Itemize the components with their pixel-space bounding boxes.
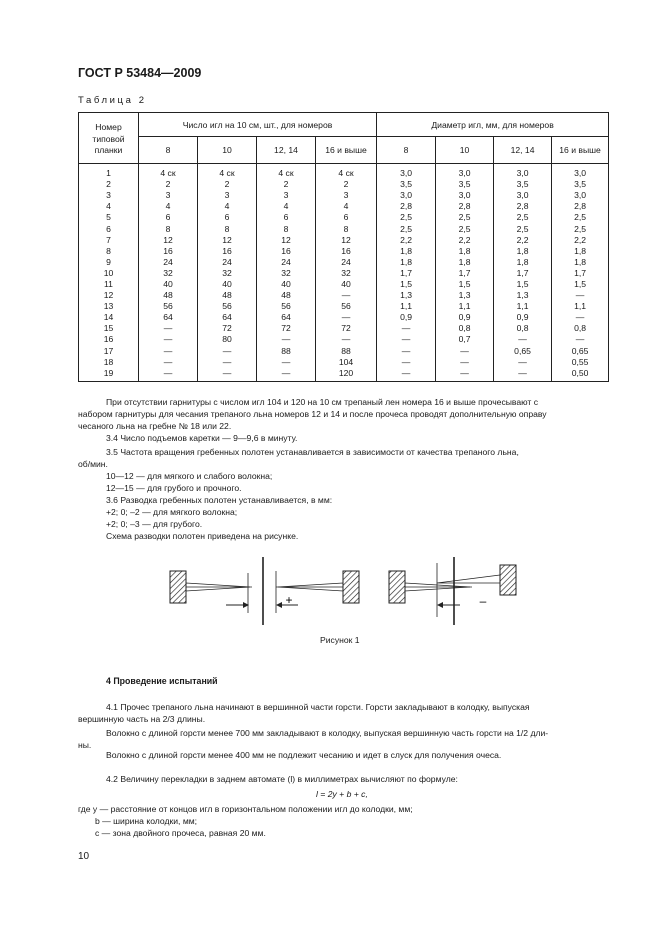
- table-cell: 2,2: [494, 235, 552, 246]
- paragraph-line: 3.5 Частота вращения гребенных полотен устанавливается в зависимости от качества трепаного льна,: [106, 447, 519, 457]
- spacing-coarse: +2; 0; –3 — для грубого.: [106, 519, 203, 529]
- table-cell: 48: [198, 290, 257, 301]
- table-cell: 3,0: [436, 164, 494, 180]
- table-cell: 1,8: [552, 246, 609, 257]
- minus-sign: –: [479, 594, 487, 608]
- table-cell: 4: [79, 201, 139, 212]
- table-cell: 1,5: [377, 279, 436, 290]
- sub-header-cell: 12, 14: [494, 137, 552, 164]
- table-row: [79, 223, 609, 234]
- table-cell: —: [494, 368, 552, 382]
- table-row: [79, 368, 609, 382]
- table-cell: 120: [316, 368, 377, 382]
- paragraph-400mm: Волокно с длиной горсти менее 400 мм не подлежит чесанию и идет в слуск для получения очеса.: [106, 750, 502, 760]
- table-cell: 32: [139, 268, 198, 279]
- table-cell: 40: [198, 279, 257, 290]
- table-cell: 2,8: [494, 201, 552, 212]
- table-cell: 2,5: [436, 212, 494, 223]
- table-cell: 13: [79, 301, 139, 312]
- table-cell: 64: [198, 312, 257, 323]
- figure-1: [160, 553, 530, 638]
- table-cell: 24: [257, 257, 316, 268]
- speed-soft: 10—12 — для мягкого и слабого волокна;: [106, 471, 273, 481]
- clause-3-6: 3.6 Разводка гребенных полотен устанавливается, в мм:: [106, 495, 333, 505]
- table-cell: 0,65: [552, 346, 609, 357]
- paragraph-line: вершинную часть на 2/3 длины.: [78, 714, 206, 724]
- clause-4-2: 4.2 Величину перекладки в заднем автомате (l) в миллиметрах вычисляют по формуле:: [106, 774, 458, 784]
- sub-header-cell: 16 и выше: [316, 137, 377, 164]
- table-cell: 4 ск: [139, 164, 198, 180]
- table-cell: —: [316, 334, 377, 345]
- table-cell: 16: [139, 246, 198, 257]
- table-cell: 6: [139, 212, 198, 223]
- table-cell: 1,1: [436, 301, 494, 312]
- table-cell: —: [198, 346, 257, 357]
- table-cell: 0,9: [436, 312, 494, 323]
- table-cell: 2,5: [552, 223, 609, 234]
- table-cell: —: [198, 368, 257, 382]
- table-cell: —: [494, 357, 552, 368]
- sub-header-cell: 8: [377, 137, 436, 164]
- table-cell: 6: [79, 223, 139, 234]
- table-cell: 3,0: [552, 164, 609, 180]
- table-row: [79, 290, 609, 301]
- table-cell: 72: [257, 323, 316, 334]
- table-cell: —: [198, 357, 257, 368]
- table-cell: 80: [198, 334, 257, 345]
- table-cell: 5: [79, 212, 139, 223]
- table-cell: 6: [198, 212, 257, 223]
- table-cell: 3,5: [552, 179, 609, 190]
- table-cell: 1,7: [552, 268, 609, 279]
- comb-block-right-1: [389, 571, 405, 603]
- table-cell: 40: [257, 279, 316, 290]
- table-cell: —: [552, 290, 609, 301]
- table-cell: 0,7: [436, 334, 494, 345]
- table-cell: 4: [198, 201, 257, 212]
- table-cell: —: [257, 368, 316, 382]
- table-row: [79, 346, 609, 357]
- table-cell: 40: [139, 279, 198, 290]
- table-cell: 1,8: [494, 257, 552, 268]
- table-cell: 0,8: [552, 323, 609, 334]
- table-cell: 3: [198, 190, 257, 201]
- table-cell: —: [436, 346, 494, 357]
- table-cell: 3,0: [436, 190, 494, 201]
- speed-coarse: 12—15 — для грубого и прочного.: [106, 483, 242, 493]
- table-row: [79, 357, 609, 368]
- table-cell: 0,8: [436, 323, 494, 334]
- table-row: [79, 334, 609, 345]
- table-cell: 2: [139, 179, 198, 190]
- table-row: [79, 201, 609, 212]
- table-cell: 7: [79, 235, 139, 246]
- table-cell: —: [139, 357, 198, 368]
- table-cell: 2,5: [552, 212, 609, 223]
- sub-header-cell: 16 и выше: [552, 137, 609, 164]
- table-cell: 3,5: [436, 179, 494, 190]
- table-cell: 56: [139, 301, 198, 312]
- paragraph-700mm: [78, 727, 614, 751]
- table-cell: 2: [316, 179, 377, 190]
- table-cell: 2,5: [377, 223, 436, 234]
- table-row: [79, 190, 609, 201]
- table-row: [79, 212, 609, 223]
- table-cell: 1,1: [377, 301, 436, 312]
- table-cell: 4: [316, 201, 377, 212]
- table-cell: 56: [198, 301, 257, 312]
- table-row: [79, 179, 609, 190]
- table-row: [79, 323, 609, 334]
- sub-header-cell: 12, 14: [257, 137, 316, 164]
- table-cell: 48: [257, 290, 316, 301]
- table-cell: 1,7: [494, 268, 552, 279]
- table-cell: 3,0: [494, 190, 552, 201]
- table-row: [79, 301, 609, 312]
- table-cell: 24: [198, 257, 257, 268]
- table-cell: 2,5: [494, 223, 552, 234]
- paragraph-line: ны.: [78, 740, 92, 750]
- table-cell: 2: [79, 179, 139, 190]
- table-cell: 8: [198, 223, 257, 234]
- paragraph-line: об/мин.: [78, 459, 108, 469]
- table-cell: 56: [257, 301, 316, 312]
- table-cell: 88: [316, 346, 377, 357]
- table-cell: —: [436, 357, 494, 368]
- table-cell: 12: [139, 235, 198, 246]
- spacing-soft: +2; 0; –2 — для мягкого волокна;: [106, 507, 238, 517]
- header-number-label: Номер: [95, 122, 122, 132]
- table-cell: 2,2: [377, 235, 436, 246]
- table-cell: —: [139, 346, 198, 357]
- table-cell: 40: [316, 279, 377, 290]
- plus-sign: +: [285, 593, 293, 607]
- header-number-sub2: планки: [94, 145, 123, 155]
- table-cell: 8: [257, 223, 316, 234]
- table-cell: 6: [257, 212, 316, 223]
- table-cell: 1,5: [552, 279, 609, 290]
- table-cell: 1,3: [377, 290, 436, 301]
- table-cell: 2: [257, 179, 316, 190]
- table-cell: 8: [139, 223, 198, 234]
- table-cell: 2,2: [552, 235, 609, 246]
- table-cell: 0,9: [377, 312, 436, 323]
- table-cell: 4: [139, 201, 198, 212]
- table-row: [79, 257, 609, 268]
- table-cell: —: [552, 312, 609, 323]
- table-cell: 0,9: [494, 312, 552, 323]
- table-cell: 3,5: [494, 179, 552, 190]
- table-cell: 10: [79, 268, 139, 279]
- sub-header-cell: 10: [198, 137, 257, 164]
- table-cell: —: [139, 334, 198, 345]
- sub-header-row: [79, 137, 609, 164]
- table-cell: 2,2: [436, 235, 494, 246]
- table-cell: 3,0: [377, 164, 436, 180]
- table-cell: 12: [316, 235, 377, 246]
- table-cell: 88: [257, 346, 316, 357]
- table-caption: Таблица 2: [78, 95, 147, 106]
- table-cell: 64: [257, 312, 316, 323]
- table-row: [79, 164, 609, 180]
- table-cell: 9: [79, 257, 139, 268]
- table-cell: 1,8: [494, 246, 552, 257]
- table-cell: —: [257, 334, 316, 345]
- comb-block-right-2: [500, 565, 516, 595]
- table-cell: 2,8: [436, 201, 494, 212]
- table-cell: 4: [257, 201, 316, 212]
- table-cell: —: [377, 346, 436, 357]
- table-cell: —: [377, 334, 436, 345]
- table-cell: 2,5: [436, 223, 494, 234]
- table-cell: 11: [79, 279, 139, 290]
- header-number: [79, 113, 139, 164]
- table-cell: 3,0: [377, 190, 436, 201]
- paragraph-line: При отсутствии гарнитуры с числом игл 104 и 120 на 10 см трепаный лен номера 16 и выше прочесывают с: [106, 397, 539, 407]
- table-cell: 2: [198, 179, 257, 190]
- table-cell: —: [552, 334, 609, 345]
- table-cell: 32: [316, 268, 377, 279]
- table-cell: 48: [139, 290, 198, 301]
- figure-caption: Рисунок 1: [320, 635, 360, 645]
- table-cell: 3,0: [552, 190, 609, 201]
- table-cell: 1,8: [436, 246, 494, 257]
- table-cell: 2,5: [377, 212, 436, 223]
- table-cell: 1,1: [552, 301, 609, 312]
- table-cell: 2,8: [377, 201, 436, 212]
- header-number-sub1: типовой: [92, 134, 125, 144]
- table-cell: —: [139, 323, 198, 334]
- table-cell: 12: [79, 290, 139, 301]
- table-row: [79, 268, 609, 279]
- table-cell: 1,7: [436, 268, 494, 279]
- where-b: b — ширина колодки, мм;: [95, 816, 198, 826]
- table-cell: 1,3: [494, 290, 552, 301]
- table-cell: 4 ск: [316, 164, 377, 180]
- formula: l = 2y + b + c,: [316, 789, 368, 799]
- table-cell: 12: [198, 235, 257, 246]
- table-cell: 0,8: [494, 323, 552, 334]
- table-cell: 8: [316, 223, 377, 234]
- clause-3-4: 3.4 Число подъемов каретки — 9—9,6 в минуту.: [106, 433, 298, 443]
- table-cell: —: [316, 312, 377, 323]
- table-cell: 1,8: [552, 257, 609, 268]
- page-number: 10: [78, 851, 90, 862]
- paragraph-line: чесаного льна на гребне № 18 или 22.: [78, 421, 232, 431]
- section-title: 4 Проведение испытаний: [106, 676, 218, 686]
- table-cell: 104: [316, 357, 377, 368]
- table-body: [79, 164, 609, 382]
- table-cell: 1,5: [436, 279, 494, 290]
- table-cell: 0,50: [552, 368, 609, 382]
- paragraph-line: набором гарнитуры для чесания трепаного льна номеров 12 и 14 и после прочеса проводят дополнительную оправу: [78, 409, 547, 419]
- needle-bundle: [437, 575, 500, 583]
- table-cell: 3: [79, 190, 139, 201]
- paragraph-line: 4.1 Прочес трепаного льна начинают в вершинной части горсти. Горсти закладывают в колодку, выпуская: [106, 702, 530, 712]
- table-cell: 19: [79, 368, 139, 382]
- table-row: [79, 312, 609, 323]
- table-cell: 18: [79, 357, 139, 368]
- table-cell: 4 ск: [198, 164, 257, 180]
- table-cell: 4 ск: [257, 164, 316, 180]
- table-row: [79, 279, 609, 290]
- table-cell: 3: [139, 190, 198, 201]
- table-cell: 1,3: [436, 290, 494, 301]
- table-cell: 24: [316, 257, 377, 268]
- table-cell: 64: [139, 312, 198, 323]
- table-row: [79, 235, 609, 246]
- table-cell: 32: [198, 268, 257, 279]
- header-diameter: Диаметр игл, мм, для номеров: [377, 113, 609, 137]
- table-cell: 3,0: [494, 164, 552, 180]
- sub-header-cell: 10: [436, 137, 494, 164]
- clause-3-5: [78, 446, 614, 470]
- table-cell: —: [257, 357, 316, 368]
- comb-block-middle: [343, 571, 359, 603]
- table-cell: 32: [257, 268, 316, 279]
- table-cell: 2,5: [494, 212, 552, 223]
- paragraph-line: Волокно с длиной горсти менее 700 мм закладывают в колодку, выпуская вершинную часть горсти на 1/2 дли-: [106, 728, 549, 738]
- table-cell: 72: [198, 323, 257, 334]
- paragraph-garnitura: [78, 396, 614, 432]
- table-cell: 1,7: [377, 268, 436, 279]
- table-cell: 0,55: [552, 357, 609, 368]
- table-cell: 14: [79, 312, 139, 323]
- table-cell: 2,8: [552, 201, 609, 212]
- table-cell: 3,5: [377, 179, 436, 190]
- table-cell: 0,65: [494, 346, 552, 357]
- table-cell: 17: [79, 346, 139, 357]
- where-y: где y — расстояние от концов игл в горизонтальном положении игл до колодки, мм;: [78, 804, 413, 814]
- where-c: c — зона двойного прочеса, равная 20 мм.: [95, 828, 266, 838]
- table-cell: 1,8: [377, 246, 436, 257]
- table-cell: 16: [79, 334, 139, 345]
- table-cell: 1,8: [436, 257, 494, 268]
- table-cell: 1,5: [494, 279, 552, 290]
- table-cell: 12: [257, 235, 316, 246]
- table-cell: —: [377, 357, 436, 368]
- table-cell: 16: [198, 246, 257, 257]
- table-row: [79, 246, 609, 257]
- table-cell: 1: [79, 164, 139, 180]
- table-cell: —: [377, 323, 436, 334]
- header-needles: Число игл на 10 см, шт., для номеров: [139, 113, 377, 137]
- table-cell: 15: [79, 323, 139, 334]
- table-cell: 16: [257, 246, 316, 257]
- table-cell: —: [494, 334, 552, 345]
- scheme-note: Схема разводки полотен приведена на рисунке.: [106, 531, 299, 541]
- table-cell: —: [316, 290, 377, 301]
- table-cell: 1,8: [377, 257, 436, 268]
- table-cell: 6: [316, 212, 377, 223]
- table-cell: 24: [139, 257, 198, 268]
- document-header: ГОСТ Р 53484—2009: [78, 66, 202, 80]
- comb-block-left: [170, 571, 186, 603]
- comb-spacing-diagram: [160, 553, 530, 633]
- table-cell: 3: [316, 190, 377, 201]
- table-cell: 3: [257, 190, 316, 201]
- clause-4-1: [78, 701, 614, 725]
- table-cell: 1,1: [494, 301, 552, 312]
- table-cell: —: [377, 368, 436, 382]
- table-cell: —: [139, 368, 198, 382]
- table-cell: 56: [316, 301, 377, 312]
- sub-header-cell: 8: [139, 137, 198, 164]
- table-cell: 16: [316, 246, 377, 257]
- needle-table: [78, 112, 609, 382]
- table-cell: —: [436, 368, 494, 382]
- table-cell: 72: [316, 323, 377, 334]
- table-cell: 8: [79, 246, 139, 257]
